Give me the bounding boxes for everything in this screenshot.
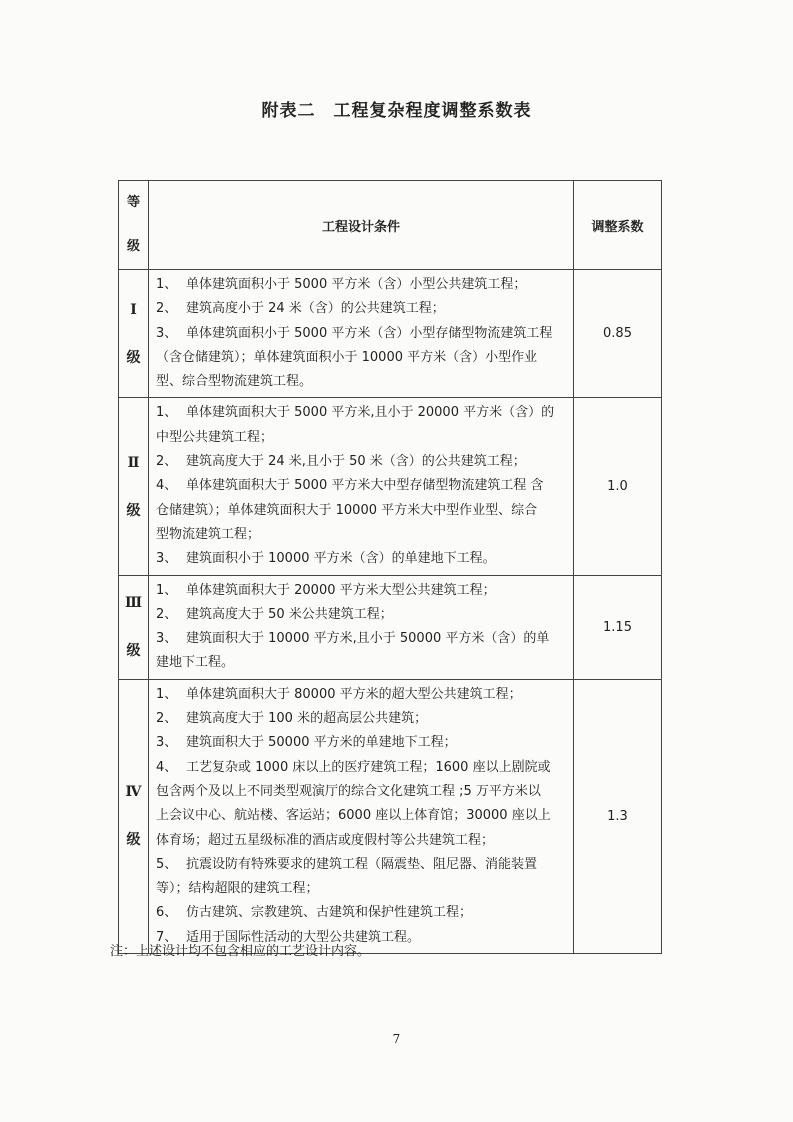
condition-line xyxy=(156,523,568,547)
item-text: 型物流建筑工程； xyxy=(156,526,261,542)
condition-line xyxy=(156,901,568,925)
item-text: 中型公共建筑工程； xyxy=(156,429,274,445)
item-text: 单体建筑面积大于 80000 平方米的超大型公共建筑工程； xyxy=(186,686,522,702)
conditions-cell xyxy=(149,679,574,953)
item-text: 体育场；超过五星级标准的酒店或度假村等公共建筑工程； xyxy=(156,832,495,848)
table-header-row xyxy=(119,181,662,270)
footnote: 注：上述设计均不包含相应的工艺设计内容。 xyxy=(110,944,371,959)
item-text: 包含两个及以上不同类型观演厅的综合文化建筑工程 ;5 万平方米以 xyxy=(156,783,541,799)
item-text: 等）；结构超限的建筑工程； xyxy=(156,881,319,897)
item-text: 抗震设防有特殊要求的建筑工程（隔震垫、阻尼器、消能装置 xyxy=(186,856,538,872)
item-number: 7、 xyxy=(156,929,178,945)
item-text: 单体建筑面积小于 5000 平方米（含）小型公共建筑工程； xyxy=(186,277,527,292)
coefficient-cell: 1.15 xyxy=(574,575,662,679)
item-text: 仿古建筑、宗教建筑、古建筑和保护性建筑工程； xyxy=(186,905,473,921)
item-number: 2、 xyxy=(156,606,178,622)
condition-line xyxy=(156,683,568,707)
coefficient-cell: 1.3 xyxy=(574,679,662,953)
item-text: 建筑高度大于 50 米公共建筑工程； xyxy=(186,606,393,622)
item-text: 单体建筑面积大于 5000 平方米大中型存储型物流建筑工程 含 xyxy=(186,478,544,494)
page-number: 7 xyxy=(392,1032,401,1046)
condition-line xyxy=(156,877,568,901)
item-number: 1、 xyxy=(156,686,178,702)
item-text: 单体建筑面积大于 5000 平方米,且小于 20000 平方米（含）的 xyxy=(186,405,555,421)
conditions-cell xyxy=(149,270,574,398)
item-text: （含仓储建筑）；单体建筑面积小于 10000 平方米（含）小型作业 xyxy=(156,349,538,365)
item-number: 4、 xyxy=(156,759,178,775)
item-text: 建地下工程。 xyxy=(156,655,235,671)
condition-line xyxy=(156,731,568,755)
item-number: 3、 xyxy=(156,551,178,567)
item-number: 2、 xyxy=(156,711,178,727)
grade-cell: Ⅰ 级 xyxy=(119,270,149,398)
item-text: 建筑高度小于 24 米（含）的公共建筑工程； xyxy=(186,301,445,317)
condition-line xyxy=(156,780,568,804)
item-number: 3、 xyxy=(156,631,178,647)
conditions-cell xyxy=(149,575,574,679)
item-text: 建筑面积小于 10000 平方米（含）的单建地下工程。 xyxy=(186,551,496,567)
table-row xyxy=(119,270,662,398)
header-coefficient: 调整系数 xyxy=(574,181,662,270)
coefficient-cell: 0.85 xyxy=(574,270,662,398)
condition-line xyxy=(156,756,568,780)
condition-line xyxy=(156,297,568,321)
condition-line xyxy=(156,499,568,523)
item-text: 单体建筑面积小于 5000 平方米（含）小型存储型物流建筑工程 xyxy=(186,325,553,341)
item-text: 建筑高度大于 100 米的超高层公共建筑； xyxy=(186,711,428,727)
item-number: 3、 xyxy=(156,325,178,341)
condition-line xyxy=(156,804,568,828)
condition-line xyxy=(156,579,568,603)
condition-line xyxy=(156,370,568,394)
item-text: 建筑高度大于 24 米,且小于 50 米（含）的公共建筑工程； xyxy=(186,454,526,470)
condition-line xyxy=(156,426,568,450)
condition-line xyxy=(156,401,568,425)
condition-line xyxy=(156,627,568,651)
item-text: 型、综合型物流建筑工程。 xyxy=(156,374,313,390)
conditions-cell xyxy=(149,398,574,575)
condition-line xyxy=(156,474,568,498)
header-grade: 等 级 xyxy=(119,181,149,270)
item-text: 适用于国际性活动的大型公共建筑工程。 xyxy=(186,929,421,945)
grade-cell: Ⅳ 级 xyxy=(119,679,149,953)
condition-line xyxy=(156,322,568,346)
table-row xyxy=(119,679,662,953)
item-text: 建筑面积大于 50000 平方米的单建地下工程； xyxy=(186,735,457,751)
grade-cell: Ⅲ 级 xyxy=(119,575,149,679)
item-number: 1、 xyxy=(156,582,178,598)
item-number: 1、 xyxy=(156,405,178,421)
item-text: 单体建筑面积大于 20000 平方米大型公共建筑工程； xyxy=(186,582,496,598)
grade-cell: Ⅱ 级 xyxy=(119,398,149,575)
item-text: 仓储建筑）；单体建筑面积大于 10000 平方米大中型作业型、综合 xyxy=(156,502,538,518)
item-number: 4、 xyxy=(156,478,178,494)
item-number: 2、 xyxy=(156,454,178,470)
item-text: 上会议中心、航站楼、客运站；6000 座以上体育馆；30000 座以上 xyxy=(156,808,551,824)
condition-line xyxy=(156,853,568,877)
condition-line xyxy=(156,651,568,675)
header-conditions: 工程设计条件 xyxy=(149,181,574,270)
condition-line xyxy=(156,547,568,571)
condition-line xyxy=(156,346,568,370)
item-number: 1、 xyxy=(156,277,178,292)
condition-line xyxy=(156,707,568,731)
condition-line xyxy=(156,603,568,627)
item-number: 2、 xyxy=(156,301,178,317)
item-number: 6、 xyxy=(156,905,178,921)
condition-line xyxy=(156,829,568,853)
condition-line xyxy=(156,273,568,297)
coefficient-table xyxy=(118,180,662,954)
table-row xyxy=(119,575,662,679)
item-text: 工艺复杂或 1000 床以上的医疗建筑工程；1600 座以上剧院或 xyxy=(186,759,551,775)
document-title: 附表二 工程复杂程度调整系数表 xyxy=(261,101,532,121)
condition-line xyxy=(156,450,568,474)
item-text: 建筑面积大于 10000 平方米,且小于 50000 平方米（含）的单 xyxy=(186,631,550,647)
coefficient-cell: 1.0 xyxy=(574,398,662,575)
item-number: 5、 xyxy=(156,856,178,872)
table-row xyxy=(119,398,662,575)
item-number: 3、 xyxy=(156,735,178,751)
